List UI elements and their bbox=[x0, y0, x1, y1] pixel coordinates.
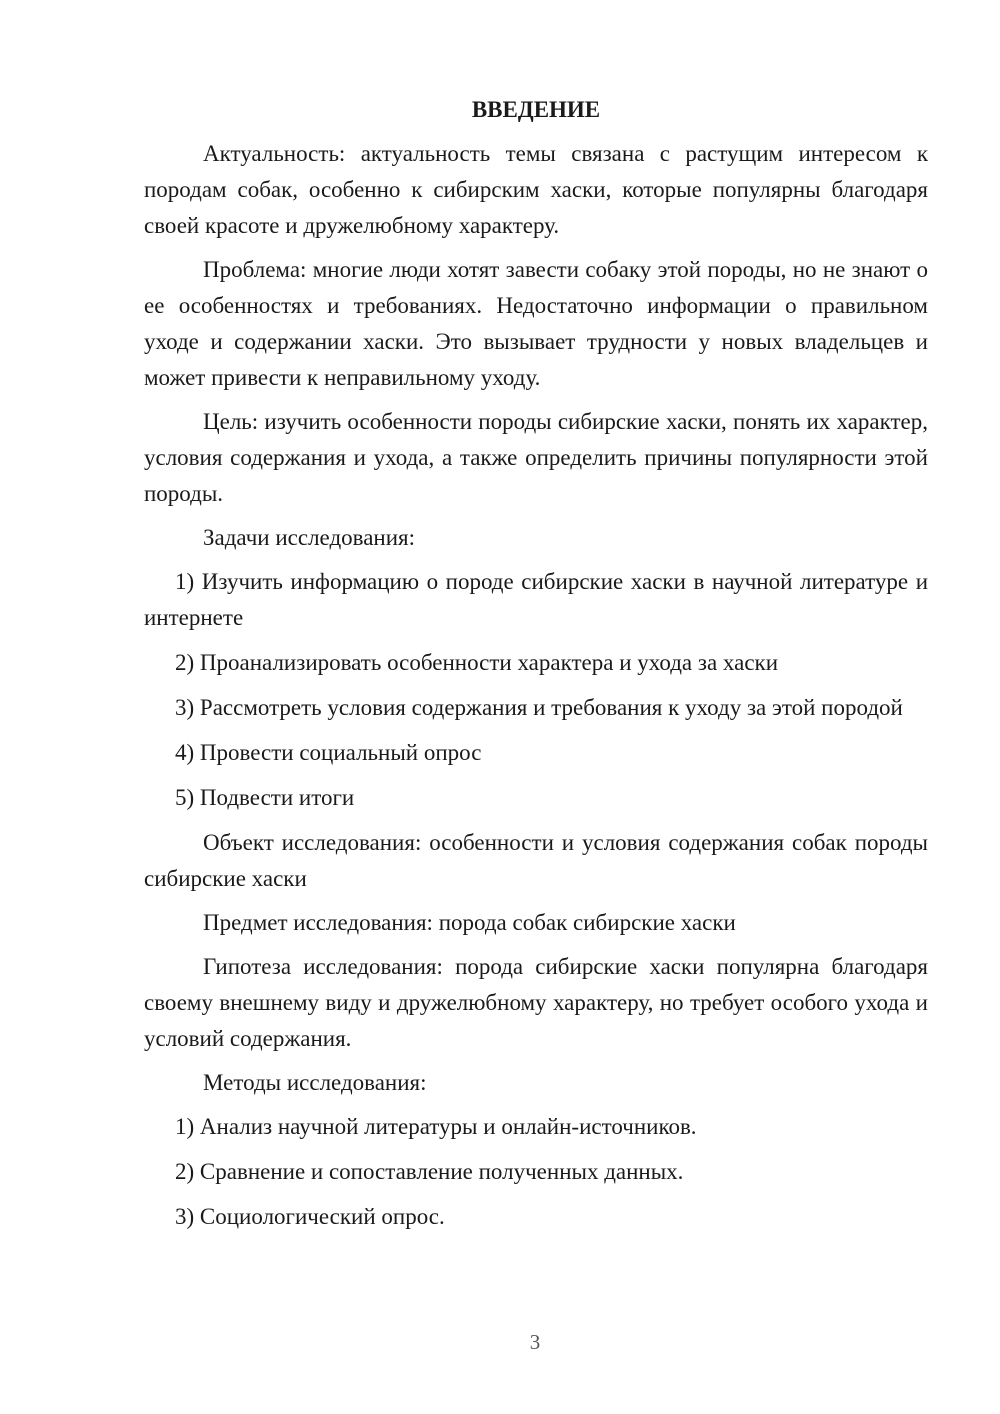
list-item: 4) Провести социальный опрос bbox=[175, 740, 482, 765]
methods-heading: Методы исследования: bbox=[203, 1070, 427, 1095]
tasks-list bbox=[144, 564, 928, 816]
problem-paragraph: Проблема: многие люди хотят завести собаку этой породы, но не знают о ее особенностях и требованиях. Недостаточно информации о правильном уходе и содержании хаски. Это вызывает трудности у новых владельцев и может привести к неправильному уходу. bbox=[144, 257, 928, 390]
list-item: 2) Проанализировать особенности характера и ухода за хаски bbox=[175, 650, 779, 675]
list-item: 2) Сравнение и сопоставление полученных данных. bbox=[175, 1159, 684, 1184]
subject-paragraph: Предмет исследования: порода собак сибирские хаски bbox=[203, 910, 736, 935]
list-item: 1) Изучить информацию о породе сибирские хаски в научной литературе и интернете bbox=[144, 569, 928, 630]
document-page bbox=[144, 92, 928, 1244]
list-item: 3) Социологический опрос. bbox=[175, 1204, 445, 1229]
goal-paragraph: Цель: изучить особенности породы сибирские хаски, понять их характер, условия содержания и ухода, а также определить причины популярности этой породы. bbox=[144, 409, 928, 506]
methods-list bbox=[144, 1109, 928, 1235]
tasks-heading: Задачи исследования: bbox=[203, 525, 416, 550]
hypothesis-paragraph: Гипотеза исследования: порода сибирские хаски популярна благодаря своему внешнему виду и дружелюбному характеру, но требует особого ухода и условий содержания. bbox=[144, 954, 928, 1051]
object-paragraph: Объект исследования: особенности и условия содержания собак породы сибирские хаски bbox=[144, 830, 928, 891]
list-item: 5) Подвести итоги bbox=[175, 785, 355, 810]
page-title: ВВЕДЕНИЕ bbox=[471, 97, 601, 122]
list-item: 1) Анализ научной литературы и онлайн-источников. bbox=[175, 1114, 697, 1139]
page-number: 3 bbox=[529, 1330, 541, 1354]
list-item: 3) Рассмотреть условия содержания и требования к уходу за этой породой bbox=[175, 695, 903, 720]
relevance-paragraph: Актуальность: актуальность темы связана с растущим интересом к породам собак, особенно к сибирским хаски, которые популярны благодаря своей красоте и дружелюбному характеру. bbox=[144, 141, 928, 238]
